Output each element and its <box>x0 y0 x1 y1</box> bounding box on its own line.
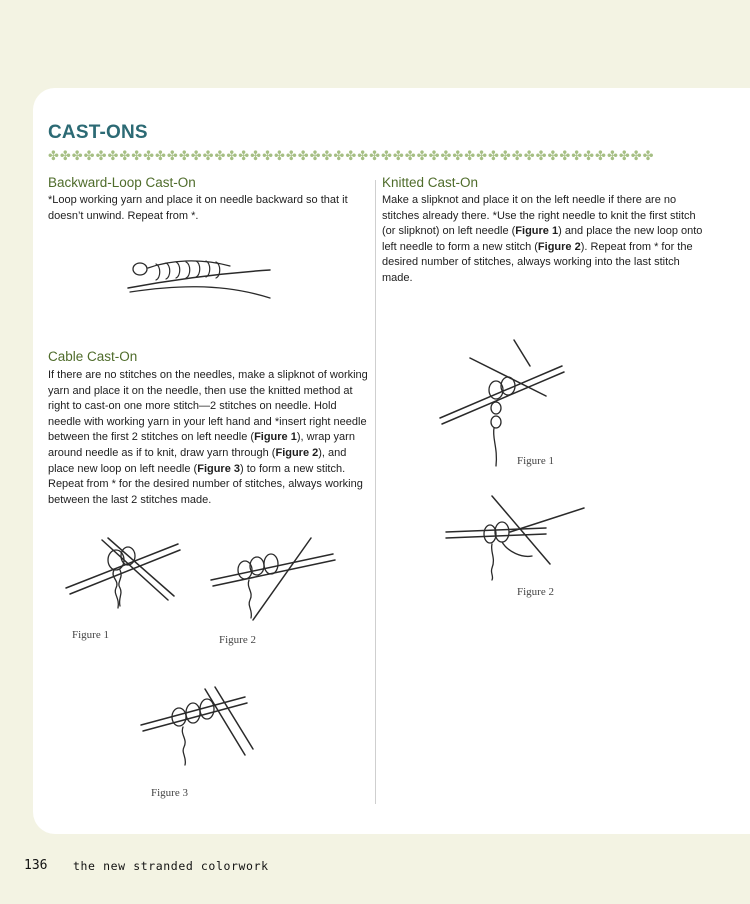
backward-loop-illustration <box>120 252 280 302</box>
cable-caption-1: Figure 1 <box>72 629 109 641</box>
backward-loop-heading: Backward-Loop Cast-On <box>48 175 196 190</box>
page-number: 136 <box>24 858 48 873</box>
cable-cast-on-text: If there are no stitches on the needles, make a slipknot of working yarn and place it on the needle, then use the knitted method at right to cast-on one more stitch—2 stitches on needle. Hold needle with working yarn in your left hand and *insert right needle between the first 2 stitches on left needle (Figure 1), wrap yarn around needle as if to knit, draw yarn through (Figure 2), and place new loop on left needle (Figure 3) to form a new stitch. Repeat from * for the desired number of stitches, always working between the last 2 stitches made. <box>48 369 368 506</box>
knitted-cast-on-heading: Knitted Cast-On <box>382 175 479 190</box>
cable-figure-3 <box>135 683 265 783</box>
loop-1 <box>156 264 160 280</box>
knitted-cast-on-text: Make a slipknot and place it on the left needle if there are no stitches already there. *Use the right needle to knit the first stitch (or slipknot) on left needle (Figure 1) and place the new loop onto left needle to form a new stitch (Figure 2). Repeat from * for the desired number of stitches, always working into the last stitch made. <box>382 194 703 284</box>
loop-5 <box>196 261 200 277</box>
knitted-figure-2 <box>440 492 590 582</box>
column-divider <box>375 180 376 804</box>
section-title: CAST-ONS <box>48 122 148 143</box>
cable-figure-2 <box>205 530 340 625</box>
knitted-caption-2: Figure 2 <box>517 586 554 598</box>
loop-6 <box>206 261 210 277</box>
running-footer-title: the new stranded colorwork <box>73 859 269 873</box>
loop-7 <box>216 262 220 278</box>
cable-figure-1 <box>60 530 190 625</box>
slipknot-loop <box>133 263 147 275</box>
loop-2 <box>166 263 170 279</box>
loop-3 <box>176 262 180 278</box>
cable-cast-on-heading: Cable Cast-On <box>48 349 138 364</box>
knitted-figure-1 <box>430 332 570 472</box>
cable-caption-2: Figure 2 <box>219 634 256 646</box>
decorative-cross-border: ✤✤✤✤✤✤✤✤✤✤✤✤✤✤✤✤✤✤✤✤✤✤✤✤✤✤✤✤✤✤✤✤✤✤✤✤✤✤✤✤✤✤✤✤✤✤✤✤✤✤✤ <box>48 149 655 164</box>
yarn-line <box>130 287 270 298</box>
knitted-caption-1: Figure 1 <box>517 455 554 467</box>
loop-4 <box>186 262 190 278</box>
cable-caption-3: Figure 3 <box>151 787 188 799</box>
backward-loop-text: *Loop working yarn and place it on needle backward so that it doesn’t unwind. Repeat from *. <box>48 194 348 222</box>
